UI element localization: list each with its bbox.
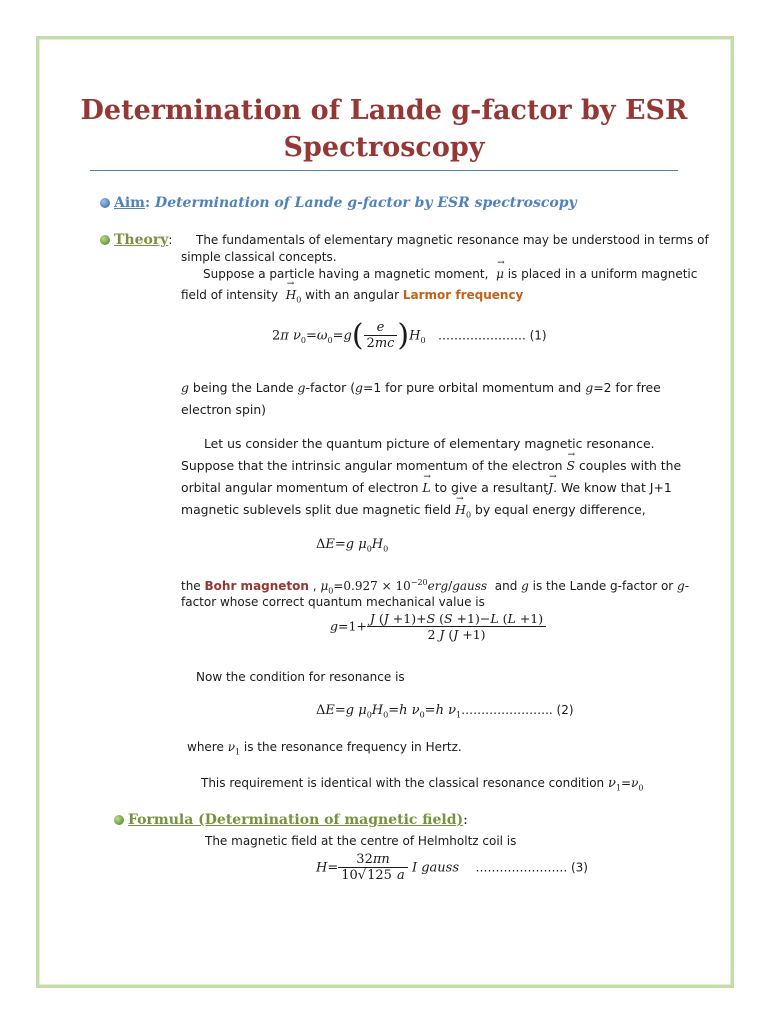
equation-2: ΔE=g $\mu_0H_0=h$ $\nu_0=h$ $\nu_1\dots\dots\dots\dots\dots\dots\dots$.. (2)	[316, 703, 574, 720]
classical-condition-line: This requirement is identical with the classical resonance condition $\nu_1=\nu_0$	[201, 776, 644, 793]
theory-field-line: field of intensity → $H_0$ with an angular Larmor frequency	[181, 287, 523, 308]
bohr-magneton-line2: factor whose correct quantum mechanical value is	[181, 595, 485, 609]
formula-label: Formula (Determination of magnetic field)	[128, 812, 464, 828]
blue-bullet-icon	[100, 198, 110, 208]
theory-label: Theory	[114, 232, 169, 248]
aim-label: Aim	[114, 195, 145, 211]
equation-3: H= $\frac{32\pi n}{10√125 a}$ I gauss ………………….. (3)	[316, 852, 588, 883]
where-line: where $\nu_1$ is the resonance frequency in Hertz.	[187, 740, 462, 757]
title-divider	[90, 170, 678, 171]
bohr-magneton-line: the Bohr magneton , $\mu_0=0.927$ × $10^{-20}erg$/gauss and g is the Lande g-factor or g-	[181, 578, 690, 596]
formula-heading-row: Formula (Determination of magnetic field):	[114, 809, 468, 828]
bohr-magneton-term: Bohr magneton	[204, 579, 309, 593]
theory-heading-row: Theory:	[100, 229, 172, 249]
green-bullet-icon	[114, 815, 124, 825]
theory-intro-line2: simple classical concepts.	[181, 250, 337, 264]
theory-intro-line1: The fundamentals of elementary magnetic resonance may be understood in terms of	[196, 233, 709, 247]
quantum-paragraph: Let us consider the quantum picture of elementary magnetic resonance. Suppose that the intrinsic angular momentum of the electron → S couples with the orbital angular momentum of electron → L to give a resultant→ J. We know that J+1 magnetic sublevels split due magnetic field → $H_0$ by equal energy difference,	[181, 433, 691, 526]
aim-text: Determination of Lande g-factor by ESR spectroscopy	[155, 195, 577, 211]
resonance-condition-line: Now the condition for resonance is	[196, 670, 405, 684]
green-bullet-icon	[100, 235, 110, 245]
g-factor-paragraph: g being the Lande g-factor (g=1 for pure orbital momentum and g=2 for free electron spin)	[181, 380, 661, 417]
larmor-frequency-term: Larmor frequency	[402, 288, 524, 302]
page-title: Determination of Lande g-factor by ESR Spectroscopy	[80, 95, 688, 163]
theory-moment-line: Suppose a particle having a magnetic moment, → μ is placed in a uniform magnetic	[203, 266, 697, 283]
equation-1: 2π $\nu_0=\omega_0=g$( $\frac{e}{2mc}$ )$H_0$ …………………. (1)	[272, 318, 547, 353]
aim-section: Aim: Determination of Lande g-factor by ESR spectroscopy	[100, 192, 577, 211]
helmholtz-text: The magnetic field at the centre of Helmholtz coil is	[205, 834, 517, 848]
energy-difference-equation: ΔE=g $\mu_0H_0$	[316, 537, 389, 554]
lande-g-equation: g=1+ $\frac{J (J +1)+S (S +1)-L (L +1)}{2 J (J +1)}$	[330, 611, 546, 643]
